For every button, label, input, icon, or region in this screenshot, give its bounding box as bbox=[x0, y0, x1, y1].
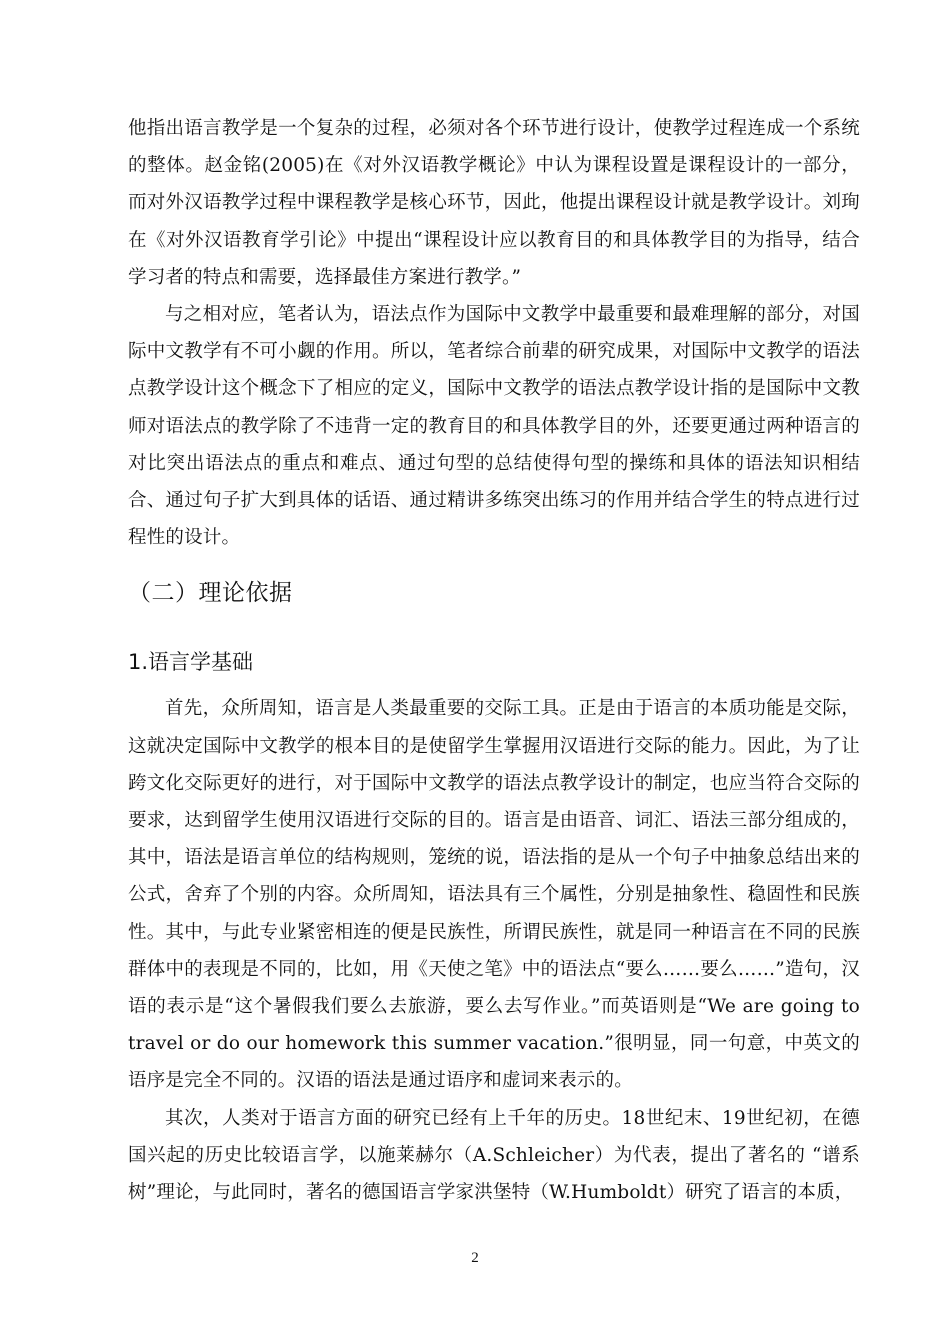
subsection-heading: 1.语言学基础 bbox=[128, 650, 254, 675]
section-heading: （二）理论依据 bbox=[128, 580, 293, 607]
body-paragraph-4: 其次，人类对于语言方面的研究已经有上千年的历史。18世纪末、19世纪初，在德国兴起的历史比较语言学，以施莱赫尔（A.Schleicher）为代表，提出了著名的 “谱系树”理论，与此同时，著名的德国语言学家洪堡特（W.Humboldt）研究了语言的本质， bbox=[128, 1107, 860, 1204]
page-number: 2 bbox=[471, 1250, 479, 1266]
body-paragraph-2: 与之相对应，笔者认为，语法点作为国际中文教学中最重要和最难理解的部分，对国际中文教学有不可小觑的作用。所以，笔者综合前辈的研究成果，对国际中文教学的语法点教学设计这个概念下了相应的定义，国际中文教学的语法点教学设计指的是国际中文教师对语法点的教学除了不违背一定的教育目的和具体教学目的外，还要更通过两种语言的对比突出语法点的重点和难点、通过句型的总结使得句型的操练和具体的语法知识相结合、通过句子扩大到具体的话语、通过精讲多练突出练习的作用并结合学生的特点进行过程性的设计。 bbox=[128, 304, 860, 549]
body-paragraph-3: 首先，众所周知，语言是人类最重要的交际工具。正是由于语言的本质功能是交际，这就决定国际中文教学的根本目的是使留学生掌握用汉语进行交际的能力。因此，为了让跨文化交际更好的进行，对于国际中文教学的语法点教学设计的制定，也应当符合交际的要求，达到留学生使用汉语进行交际的目的。语言是由语音、词汇、语法三部分组成的，其中，语法是语言单位的结构规则，笼统的说，语法指的是从一个句子中抽象总结出来的公式，舍弃了个别的内容。众所周知，语法具有三个属性，分别是抽象性、稳固性和民族性。其中，与此专业紧密相连的便是民族性，所谓民族性，就是同一种语言在不同的民族群体中的表现是不同的，比如，用《天使之笔》中的语法点“要么……要么……”造句，汉语的表示是“这个暑假我们要么去旅游，要么去写作业。”而英语则是“We are going to travel or do our homework this summer vacation.”很明显，同一句意，中英文的语序是完全不同的。汉语的语法是通过语序和虚词来表示的。 bbox=[128, 698, 860, 1092]
body-paragraph-1: 他指出语言教学是一个复杂的过程，必须对各个环节进行设计，使教学过程连成一个系统的整体。赵金铭(2005)在《对外汉语教学概论》中认为课程设置是课程设计的一部分，而对外汉语教学过程中课程教学是核心环节，因此，他提出课程设计就是教学设计。刘珣在《对外汉语教育学引论》中提出“课程设计应以教育目的和具体教学目的为指导，结合学习者的特点和需要，选择最佳方案进行教学。” bbox=[128, 118, 860, 288]
document-page bbox=[128, 110, 860, 1211]
